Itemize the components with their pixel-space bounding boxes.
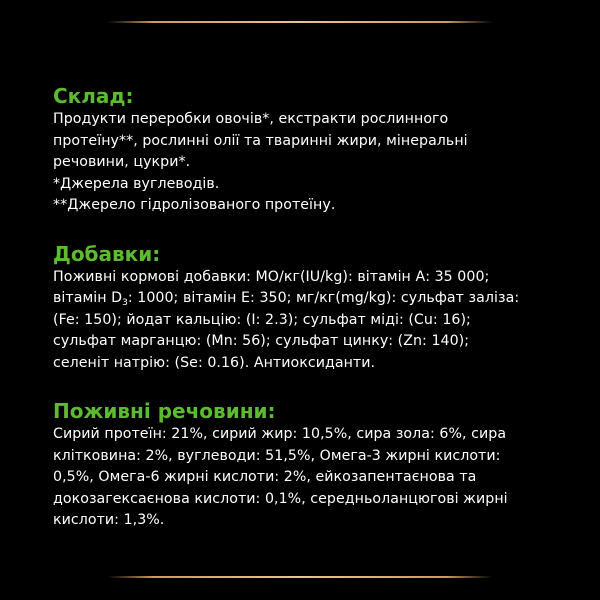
additives-line: (Fe: 150); йодат кальцію: (I: 2.3); сульфат міді: (Cu: 16); bbox=[53, 311, 471, 328]
label-content bbox=[53, 84, 588, 532]
nutrients-line: клітковина: 2%, вуглеводи: 51,5%, Омега-3 жирні кислоти: bbox=[53, 447, 501, 464]
composition-line: протеїну**, рослинні олії та тваринні жири, мінеральні bbox=[53, 132, 468, 149]
composition-heading: Склад: bbox=[53, 84, 134, 108]
additives-line-text: : 1000; вітамін Е: 350; мг/кг(mg/kg): сульфат заліза: bbox=[127, 290, 520, 306]
composition-footnote: **Джерело гідролізованого протеїну. bbox=[53, 197, 336, 213]
nutrients-section bbox=[53, 399, 588, 532]
additives-section bbox=[53, 242, 588, 375]
additives-line bbox=[53, 288, 588, 310]
nutrients-line: докозагексаєнова кислоти: 0,1%, середньоланцюгові жирні bbox=[53, 490, 508, 507]
additives-line: сульфат марганцю: (Mn: 56); сульфат цинку: (Zn: 140); bbox=[53, 333, 470, 349]
composition-footnote: *Джерела вуглеводів. bbox=[53, 175, 220, 192]
nutrients-line: Сирий протеїн: 21%, сирий жир: 10,5%, сира зола: 6%, сира bbox=[53, 426, 507, 442]
bottom-gold-divider bbox=[107, 576, 493, 578]
nutrients-line: 0,5%, Омега-6 жирні кислоти: 2%, ейкозапентаєнова та bbox=[53, 469, 477, 485]
composition-line: Продукти переробки овочів*, екстракти рослинного bbox=[53, 111, 449, 127]
nutrients-line: кислоти: 1,3%. bbox=[53, 512, 165, 528]
additives-heading: Добавки: bbox=[53, 241, 161, 266]
top-gold-divider bbox=[107, 21, 493, 23]
composition-section bbox=[53, 84, 588, 217]
additives-line: селеніт натрію: (Se: 0.16). Антиоксиданти. bbox=[53, 354, 376, 371]
vitamin-d-subscript: 3 bbox=[122, 298, 128, 308]
additives-line-text: вітамін D bbox=[53, 290, 123, 306]
additives-line: Поживні кормові добавки: МО/кг(IU/kg): вітамін А: 35 000; bbox=[53, 268, 490, 285]
nutrients-heading: Поживні речовини: bbox=[53, 399, 276, 423]
composition-line: речовини, цукри*. bbox=[53, 154, 191, 170]
